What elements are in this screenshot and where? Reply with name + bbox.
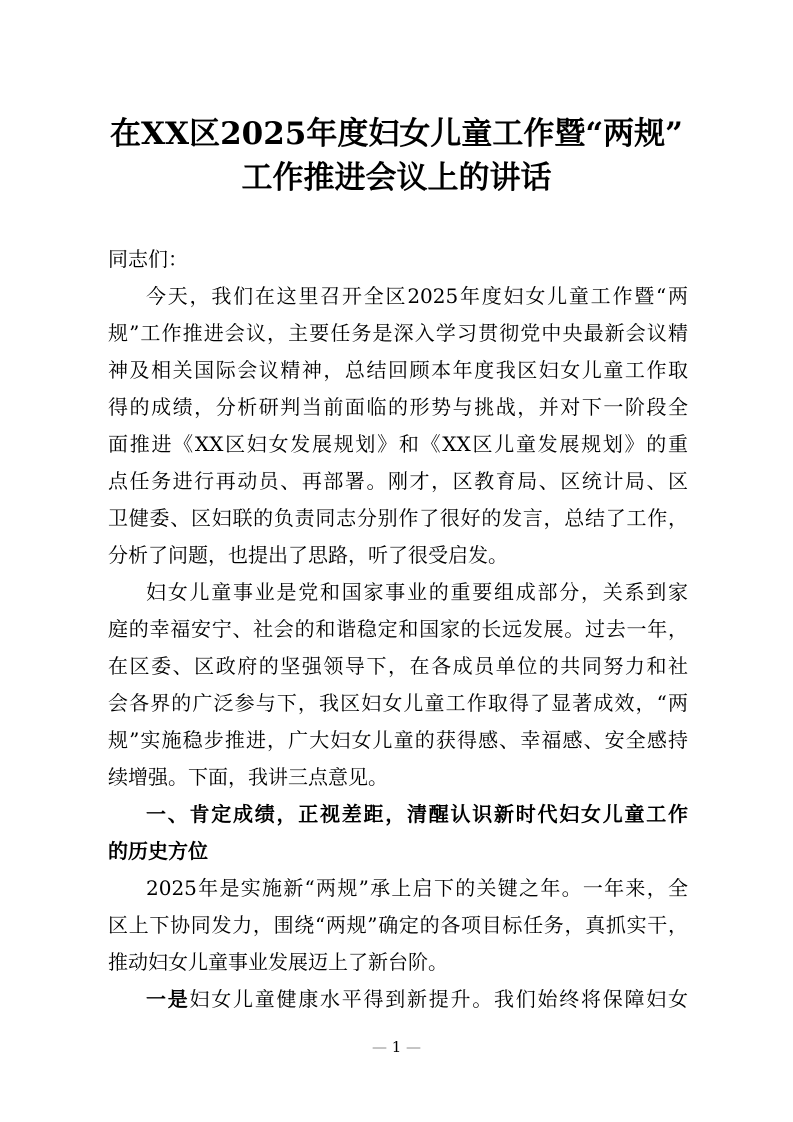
section-heading-line-2: 的历史方位 [108, 839, 208, 863]
page-dash-right: — [406, 1038, 422, 1056]
paragraph-line: 神及相关国际会议精神，总结回顾本年度我区妇女儿童工作取 [108, 358, 688, 382]
salutation: 同志们： [108, 247, 188, 271]
point-1-line [146, 981, 688, 1018]
point-1-text: 妇女儿童健康水平得到新提升。我们始终将保障妇女 [189, 987, 688, 1011]
paragraph-line: 面推进《XX区妇女发展规划》和《XX区儿童发展规划》的重 [108, 432, 688, 456]
paragraph-line: 妇女儿童事业是党和国家事业的重要组成部分，关系到家 [146, 580, 688, 604]
paragraph-line: 2025年是实施新“两规”承上启下的关键之年。一年来，全 [146, 876, 688, 900]
paragraph-line: 在区委、区政府的坚强领导下，在各成员单位的共同努力和社 [108, 654, 688, 678]
paragraph-line: 分析了问题，也提出了思路，听了很受启发。 [108, 543, 508, 567]
paragraph-line: 庭的幸福安宁、社会的和谐稳定和国家的长远发展。过去一年， [108, 617, 688, 641]
paragraph-line: 卫健委、区妇联的负责同志分别作了很好的发言，总结了工作， [108, 506, 688, 530]
paragraph-line: 会各界的广泛参与下，我区妇女儿童工作取得了显著成效，“两 [108, 691, 688, 715]
page-number-footer [0, 1038, 793, 1056]
paragraph-line: 今天，我们在这里召开全区2025年度妇女儿童工作暨“两 [146, 284, 688, 308]
section-heading-line-1: 一、肯定成绩，正视差距，清醒认识新时代妇女儿童工作 [146, 802, 688, 826]
page-number: 1 [391, 1038, 402, 1056]
paragraph-line: 推动妇女儿童事业发展迈上了新台阶。 [108, 950, 448, 974]
paragraph-line: 点任务进行再动员、再部署。刚才，区教育局、区统计局、区 [108, 469, 688, 493]
document-title-line-2: 工作推进会议上的讲话 [241, 160, 552, 196]
page-dash-left: — [371, 1038, 387, 1056]
paragraph-line: 得的成绩，分析研判当前面临的形势与挑战，并对下一阶段全 [108, 395, 688, 419]
paragraph-line: 区上下协同发力，围绕“两规”确定的各项目标任务，真抓实干， [108, 913, 688, 937]
point-1-lead: 一是 [146, 987, 190, 1011]
paragraph-line: 规”工作推进会议，主要任务是深入学习贯彻党中央最新会议精 [108, 321, 688, 345]
paragraph-line: 续增强。下面，我讲三点意见。 [108, 765, 388, 789]
paragraph-line: 规”实施稳步推进，广大妇女儿童的获得感、幸福感、安全感持 [108, 728, 688, 752]
document-title-line-1: 在XX区2025年度妇女儿童工作暨“两规” [109, 116, 684, 152]
